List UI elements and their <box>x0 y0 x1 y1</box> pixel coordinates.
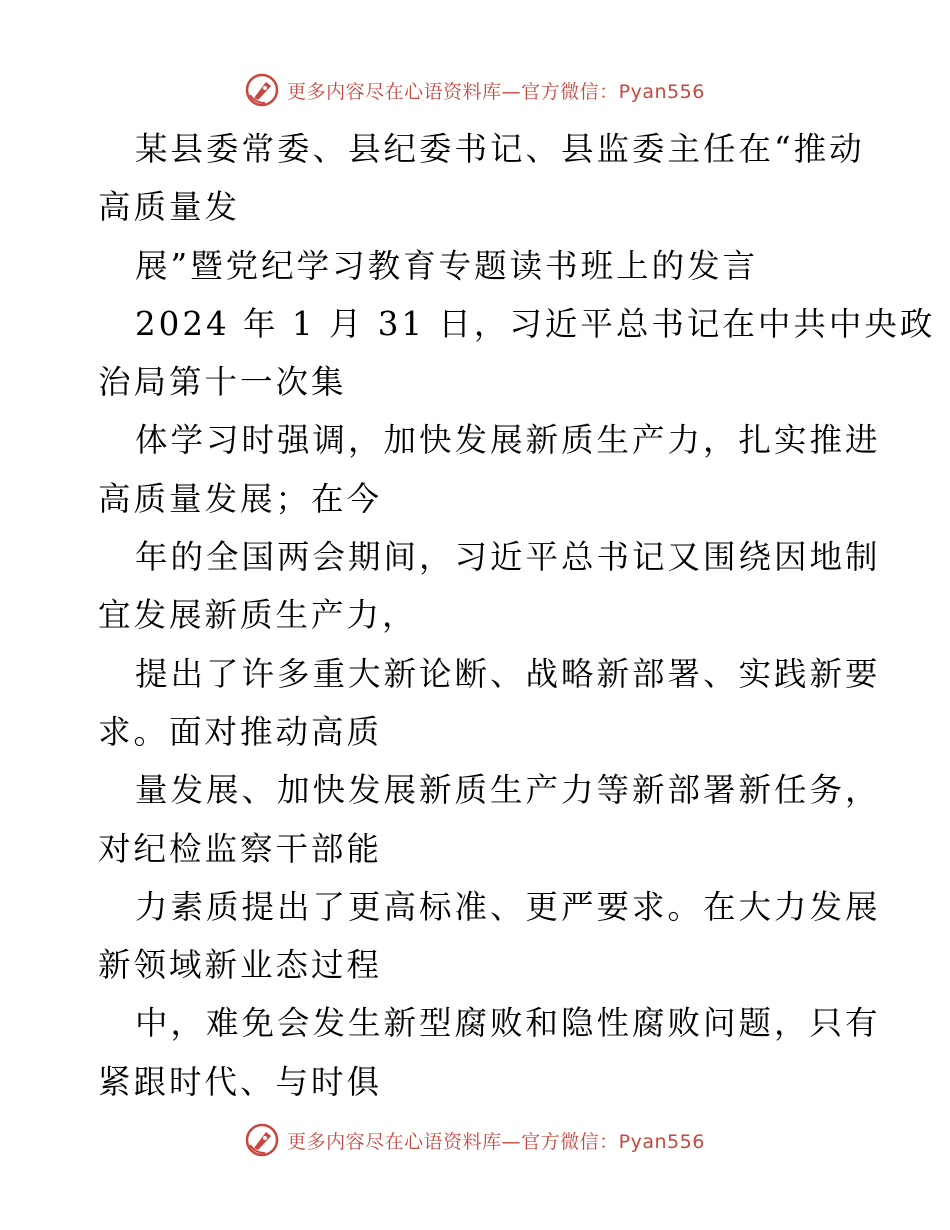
body-line: 提出了许多重大新论断、战略新部署、实践新要 <box>135 654 881 693</box>
body-line: 体学习时强调，加快发展新质生产力，扎实推进 <box>135 421 881 460</box>
pen-nib-logo-icon <box>245 1123 279 1157</box>
body-line: 2024 年 1 月 31 日，习近平总书记在中共中央政 <box>135 304 936 343</box>
body-line: 年的全国两会期间，习近平总书记又围绕因地制 <box>135 538 881 577</box>
header-watermark-banner <box>0 68 950 112</box>
body-line: 高质量发 <box>98 188 241 227</box>
footer-watermark-banner <box>0 1118 950 1162</box>
body-line: 求。面对推动高质 <box>98 712 383 751</box>
document-body <box>98 120 936 1111</box>
body-line: 某县委常委、县纪委书记、县监委主任在“推动 <box>135 130 865 168</box>
pen-nib-logo-icon <box>245 73 279 107</box>
body-line: 量发展、加快发展新质生产力等新部署新任务， <box>135 771 881 810</box>
body-line: 宜发展新质生产力， <box>98 596 418 635</box>
body-line: 中，难免会发生新型腐败和隐性腐败问题，只有 <box>135 1004 881 1043</box>
body-line: 高质量发展；在今 <box>98 479 383 518</box>
footer-watermark-text: 更多内容尽在心语资料库—官方微信：Pyan556 <box>287 1130 705 1153</box>
body-line: 紧跟时代、与时俱 <box>98 1062 383 1101</box>
body-line: 力素质提出了更高标准、更严要求。在大力发展 <box>135 887 881 926</box>
body-line: 治局第十一次集 <box>98 363 347 402</box>
body-line: 对纪检监察干部能 <box>98 829 383 868</box>
header-watermark-text: 更多内容尽在心语资料库—官方微信：Pyan556 <box>287 80 705 103</box>
body-line: 新领域新业态过程 <box>98 946 383 985</box>
body-line: 展”暨党纪学习教育专题读书班上的发言 <box>135 246 759 285</box>
